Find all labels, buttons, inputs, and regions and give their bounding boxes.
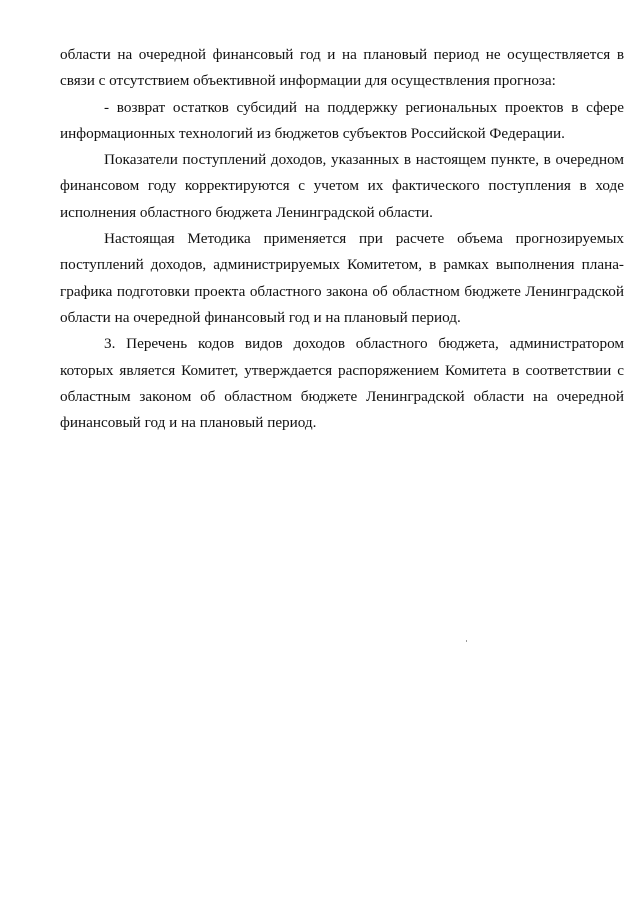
paragraph-income-codes-list: 3. Перечень кодов видов доходов областного бюджета, администратором которых является Комитет, утверждается распоряжением Комитета в соответствии с областным законом об областном бюджете Ленинградской области на очередной финансовый год и на плановый период.	[60, 335, 624, 432]
paragraph-income-indicators: Показатели поступлений доходов, указанных в настоящем пункте, в очередном финансовом году корректируются с учетом их фактического поступления в ходе исполнения областного бюджета Ленинградской области.	[60, 151, 624, 221]
paragraph-continuation: области на очередной финансовый год и на плановый период не осуществляется в связи с отсутствием объективной информации для осуществления прогноза:	[60, 46, 624, 90]
paragraph-methodology-scope: Настоящая Методика применяется при расчете объема прогнозируемых поступлений доходов, администрируемых Комитетом, в рамках выполнения плана-графика подготовки проекта областного закона об областном бюджете Ленинградской области на очередной финансовый год и на плановый период.	[60, 230, 624, 326]
paragraph-subsidy-return: - возврат остатков субсидий на поддержку региональных проектов в сфере информационных технологий из бюджетов субъектов Российской Федерации.	[60, 98, 624, 142]
scan-speck	[466, 640, 467, 642]
document-page	[60, 42, 624, 436]
